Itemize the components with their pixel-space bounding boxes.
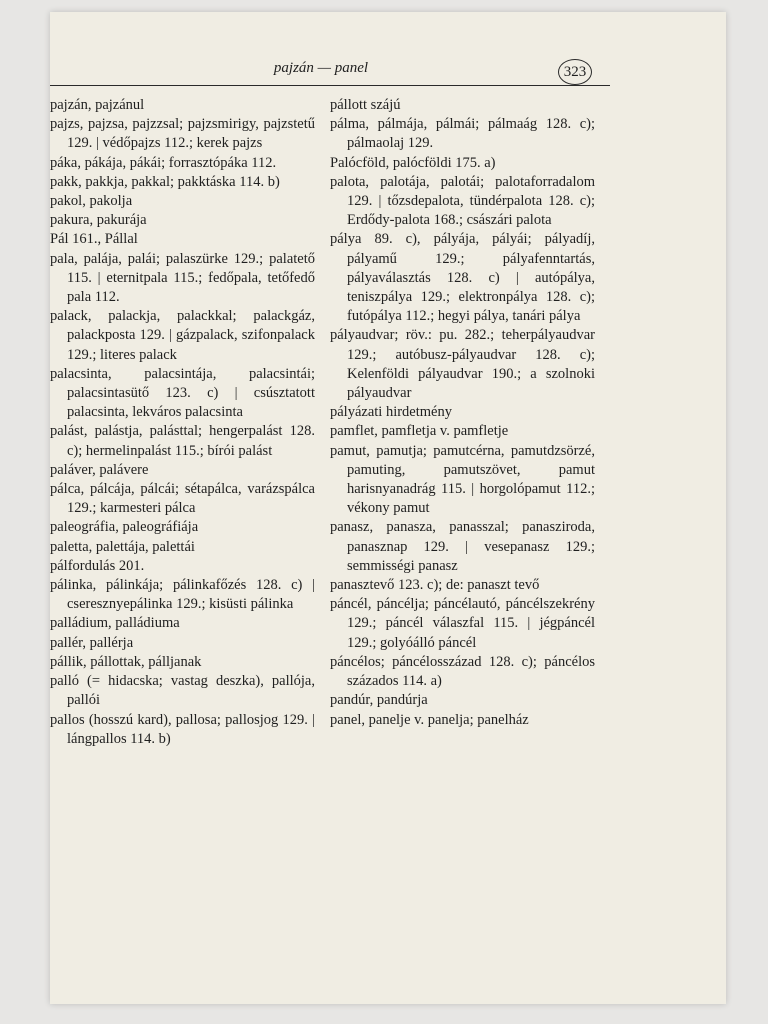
dictionary-entry: pamflet, pamfletja v. pamfletje <box>330 423 509 440</box>
dictionary-entry: pala, palája, palái; palaszürke 129.; palatető 115. | eternitpala 115.; fedőpala, tetőfedő pala 112. <box>50 250 315 306</box>
header-rule <box>50 85 610 86</box>
dictionary-entry: pallér, pallérja <box>50 634 134 651</box>
dictionary-entry: pálca, pálcája, pálcái; sétapálca, varázspálca 129.; karmesteri pálca <box>50 481 315 517</box>
dictionary-entry: palást, palástja, palásttal; hengerpalást 128. c); hermelinpalást 115.; bírói palást <box>50 423 315 459</box>
dictionary-entry: pajzs, pajzsa, pajzzsal; pajzsmirigy, pajzstetű 129. | védőpajzs 112.; kerek pajzs <box>50 116 315 152</box>
dictionary-entry: pályázati hirdetmény <box>330 404 452 421</box>
dictionary-entry: paletta, palettája, palettái <box>50 538 195 555</box>
dictionary-entry: palacsinta, palacsintája, palacsintái; palacsintasütő 123. c) | csúsztatott palacsinta, lekváros palacsinta <box>50 365 315 421</box>
right-column <box>330 96 595 730</box>
dictionary-entry: palota, palotája, palotái; palotaforradalom 129. | tőzsdepalota, tündérpalota 128. c); Erdődy-palota 168.; császári palota <box>330 173 595 229</box>
dictionary-entry: pajzán, pajzánul <box>50 97 145 113</box>
dictionary-entry: Palócföld, palócföldi 175. a) <box>330 154 496 171</box>
dictionary-entry: panasz, panasza, panasszal; panasziroda, panasznap 129. | vesepanasz 129.; semmisségi panasz <box>330 519 595 574</box>
dictionary-entry: páncél, páncélja; páncélautó, páncélszekrény 129.; páncél válaszfal 115. | jégpáncél 129.; golyóálló páncél <box>330 596 595 651</box>
dictionary-entry: pálinka, pálinkája; pálinkafőzés 128. c) | cseresznyepálinka 129.; kisüsti pálinka <box>50 577 315 613</box>
dictionary-entry: pályaudvar; röv.: pu. 282.; teherpályaudvar 129.; autóbusz-pályaudvar 128. c); Kelenföldi pályaudvar 190.; a szolnoki pályaudvar <box>330 327 595 402</box>
dictionary-entry: paleográfia, paleográfiája <box>50 519 199 536</box>
dictionary-entry: pakk, pakkja, pakkal; pakktáska 114. b) <box>50 173 280 190</box>
dictionary-entry: panasztevő 123. c); de: panaszt tevő <box>330 577 540 594</box>
dictionary-entry: páka, pákája, pákái; forrasztópáka 112. <box>50 154 277 171</box>
dictionary-entry: pálya 89. c), pályája, pályái; pályadíj, pályamű 129.; pályafenntartás, pályaválasztás 128. c) | autópálya, teniszpálya 129.; elektronpálya 128. c); futópálya 112.; hegyi pálya, tanári pálya <box>330 231 595 325</box>
dictionary-entry: pállik, pállottak, pálljanak <box>50 653 202 670</box>
page-number: 323 <box>558 59 592 85</box>
left-column <box>50 96 315 749</box>
dictionary-entry: palack, palackja, palackkal; palackgáz, palackposta 129. | gázpalack, szifonpalack 129.; literes palack <box>50 308 315 363</box>
running-header: pajzán — panel <box>273 60 369 76</box>
dictionary-entry: panel, panelje v. panelja; panelház <box>330 711 529 728</box>
dictionary-entry: pandúr, pandúrja <box>330 692 428 709</box>
dictionary-entry: palló (= hidacska; vastag deszka), pallója, pallói <box>50 673 315 709</box>
dictionary-entry: pállott szájú <box>330 97 401 113</box>
dictionary-entry: palládium, palládiuma <box>50 615 180 632</box>
dictionary-entry: pálma, pálmája, pálmái; pálmaág 128. c); pálmaolaj 129. <box>330 116 595 152</box>
dictionary-entry: pakura, pakurája <box>50 212 147 229</box>
dictionary-entry: pamut, pamutja; pamutcérna, pamutdzsörzé, pamuting, pamutszövet, pamut harisnyanadrág 115. | horgolópamut 112.; vékony pamut <box>330 442 595 517</box>
dictionary-entry: pálfordulás 201. <box>50 557 145 574</box>
dictionary-entry: pakol, pakolja <box>50 193 133 210</box>
dictionary-entry: pallos (hosszú kard), pallosa; pallosjog 129. | lángpallos 114. b) <box>50 711 315 747</box>
dictionary-entry: Pál 161., Pállal <box>50 231 138 248</box>
dictionary-entry: páncélos; páncélosszázad 128. c); páncélos százados 114. a) <box>330 653 595 690</box>
dictionary-entry: paláver, palávere <box>50 461 149 478</box>
